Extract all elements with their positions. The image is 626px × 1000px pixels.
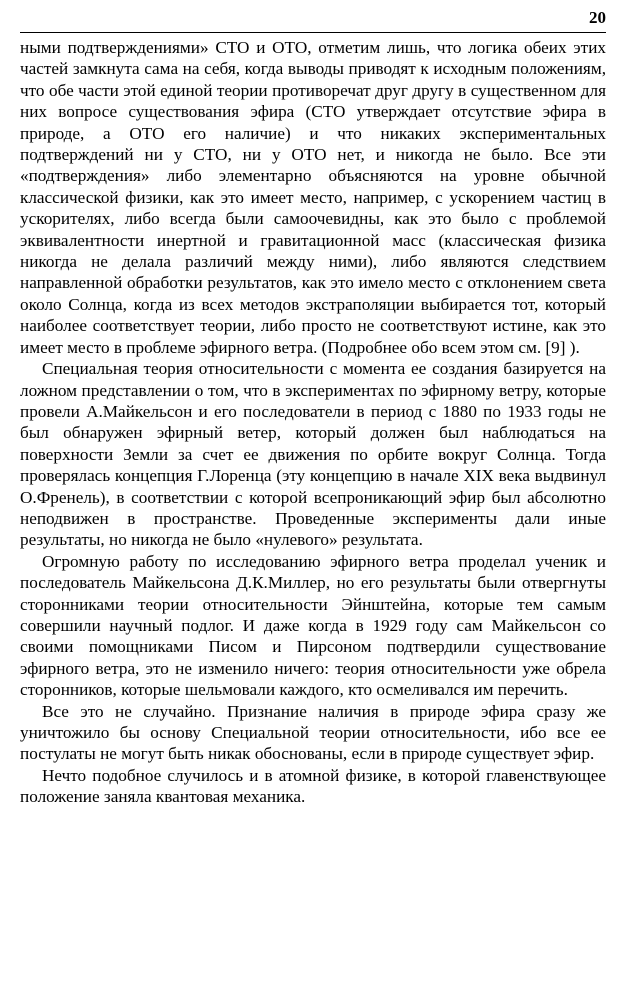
paragraph-continuation: ными подтверждениями» СТО и ОТО, отметим лишь, что логика обеих этих частей замкнута сама на себя, когда выводы приводят к исходным положениям, что обе части этой единой теории противоречат друг другу в существенном для них вопросе существования эфира (СТО утверждает отсутствие эфира в природе, а ОТО его наличие) и что никаких экспериментальных подтверждений ни у СТО, ни у ОТО нет, и никогда не было. Все эти «подтверждения» либо элементарно объясняются на уровне обычной классической физики, как это имеет место, например, с ускорением частиц в ускорителях, либо всегда были самоочевидны, как это было с проблемой эквивалентности инертной и гравитационной масс (классическая физика никогда не делала различий между ними), либо являются следствием направленной обработки результатов, как это имело место с отклонением света около Солнца, когда из всех методов экстраполяции выбирается тот, который наиболее соответствует теории, либо просто не соответствуют истине, как это имеет место в проблеме эфирного ветра. (Подробнее обо всем этом см. [9] ).: [20, 38, 606, 357]
paragraph-atomic-physics: Нечто подобное случилось и в атомной физике, в которой главенствующее положение заняла квантовая механика.: [20, 765, 606, 807]
body-text: [20, 37, 606, 808]
page-header: [20, 6, 606, 33]
paragraph-special-relativity: Специальная теория относительности с момента ее создания базируется на ложном представлении о том, что в экспериментах по эфирному ветру, которые провели А.Майкельсон и его последователи в период с 1880 по 1933 годы не был обнаружен эфирный ветер, который должен был наблюдаться на поверхности Земли за счет ее движения по орбите вокруг Солнца. Тогда проверялась концепция Г.Лоренца (эту концепцию в начале XIX века выдвинул О.Френель), в соответствии с которой всепроникающий эфир был абсолютно неподвижен в пространстве. Проведенные эксперименты дали иные результаты, но никогда не было «нулевого» результата.: [20, 359, 606, 550]
paragraph-miller-work: Огромную работу по исследованию эфирного ветра проделал ученик и последователь Майкельсона Д.К.Миллер, но его результаты были отвергнуты сторонниками теории относительности Эйнштейна, которые тем самым совершили научный подлог. И даже когда в 1929 году сам Майкельсон со своими помощниками Писом и Пирсоном подтвердили существование эфирного ветра, это не изменило ничего: теория относительности уже обрела сторонников, которые шельмовали каждого, кто осмеливался им перечить.: [20, 551, 606, 700]
document-page: [20, 6, 606, 808]
paragraph-not-accidental: Все это не случайно. Признание наличия в природе эфира сразу же уничтожило бы основу Специальной теории относительности, ибо все ее постулаты не могут быть никак обоснованы, если в природе существует эфир.: [20, 701, 606, 764]
page-number: 20: [589, 8, 606, 27]
